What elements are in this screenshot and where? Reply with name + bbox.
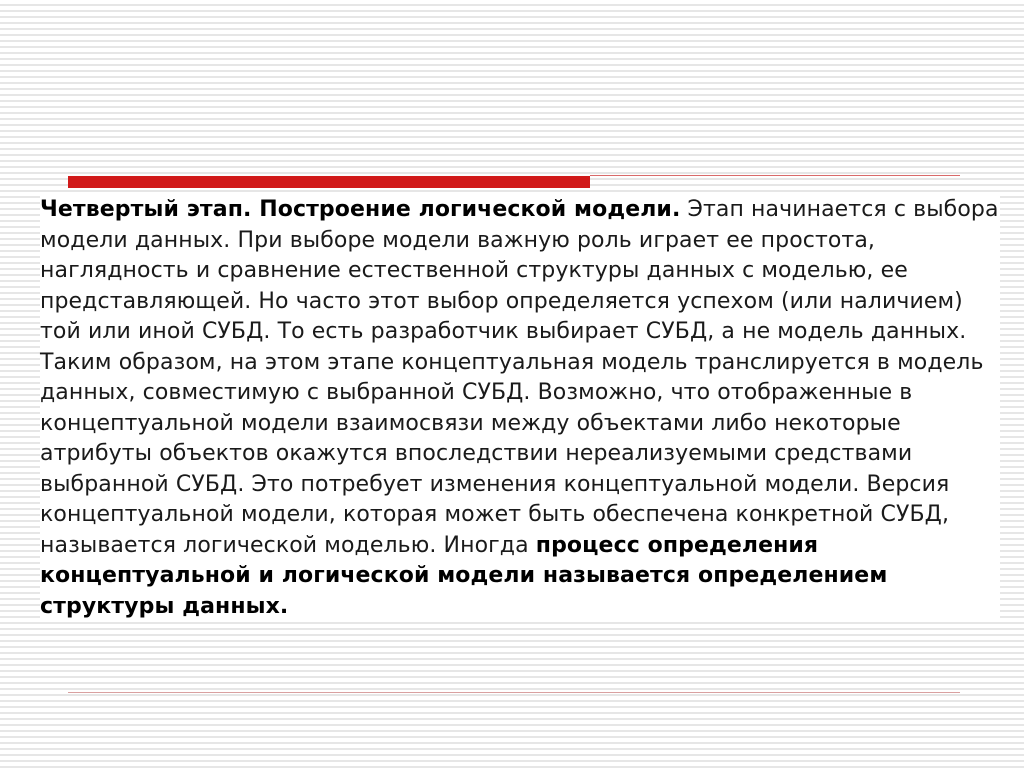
top-divider-line xyxy=(590,175,960,176)
title-accent-bar xyxy=(68,176,590,188)
body-text: Этап начинается с выбора модели данных. При выборе модели важную роль играет ее простота, наглядность и сравнение естественной структуры данных с моделью, ее представляющей. Но часто этот выбор определяется успехом (или наличием) той или иной СУБД. То есть разработчик выбирает СУБД, а не модель данных. Таким образом, на этом этапе концептуальная модель транслируется в модель данных, совместимую с выбранной СУБД. Возможно, что отображенные в концептуальной модели взаимосвязи между объектами либо некоторые атрибуты объектов окажутся впоследствии нереализуемыми средствами выбранной СУБД. Это потребует изменения концептуальной модели. Версия концептуальной модели, которая может быть обеспечена конкретной СУБД, называется логической моделью. Иногда xyxy=(40,197,999,558)
closing-bold-text: процесс определения концептуальной и логической модели называется определением структуры данных. xyxy=(40,532,888,619)
intro-bold-text: Четвертый этап. Построение логической модели. xyxy=(40,197,681,222)
slide-body-text xyxy=(40,195,1000,622)
bottom-divider-line xyxy=(68,692,960,693)
